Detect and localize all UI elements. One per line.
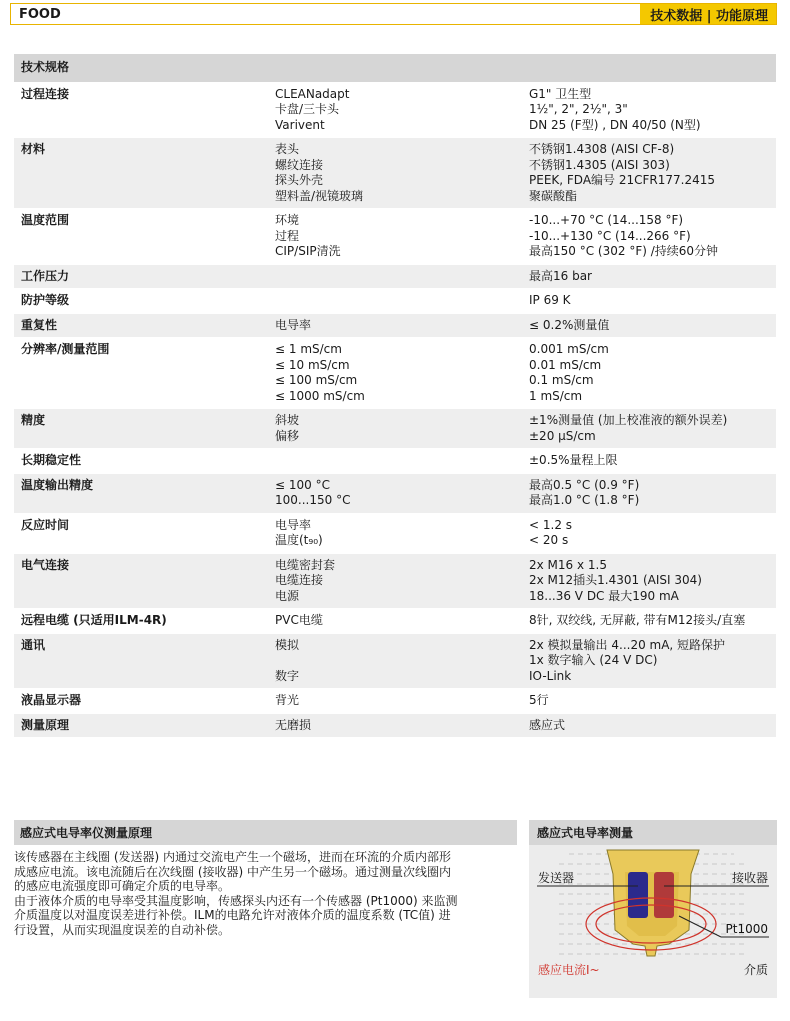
- spec-key: 液晶显示器: [14, 689, 268, 714]
- spec-parameter-line: 表头: [275, 142, 300, 156]
- spec-parameter: [268, 553, 522, 609]
- receiver-label: 接收器: [731, 871, 768, 885]
- spec-parameter-line: ≤ 10 mS/cm: [275, 357, 350, 372]
- spec-value-line: 18...36 V DC 最大190 mA: [529, 588, 679, 603]
- spec-value-line: ±1%测量值 (加上校准液的额外误差): [529, 413, 728, 427]
- spec-parameter-line: 电源: [275, 588, 300, 603]
- spec-row: [14, 209, 776, 265]
- spec-value-line: -10...+70 °C (14...158 °F): [529, 213, 684, 227]
- spec-parameter-line: PVC电缆: [275, 613, 323, 627]
- brand-label: FOOD: [19, 6, 61, 22]
- spec-row: [14, 313, 776, 338]
- spec-parameter-line: ≤ 100 mS/cm: [275, 373, 358, 387]
- spec-row: [14, 82, 776, 138]
- spec-row: [14, 513, 776, 553]
- spec-key: 长期稳定性: [14, 449, 268, 474]
- spec-parameter-line: 数字: [275, 668, 300, 683]
- sender-coil: [628, 872, 648, 918]
- spec-value-line: ≤ 0.2%测量值: [529, 317, 610, 332]
- spec-value: [522, 713, 776, 738]
- spec-value-line: 5行: [529, 693, 549, 707]
- spec-parameter: [268, 689, 522, 714]
- spec-value-line: IO-Link: [529, 668, 572, 683]
- spec-row: [14, 449, 776, 474]
- spec-parameter-line: CIP/SIP清洗: [275, 244, 341, 258]
- spec-key: 防护等级: [14, 289, 268, 314]
- spec-value-line: IP 69 K: [529, 293, 571, 307]
- spec-parameter-line: 100...150 °C: [275, 493, 351, 507]
- spec-value-line: 0.01 mS/cm: [529, 357, 602, 372]
- spec-key: 远程电缆 (只适用ILM-4R): [14, 609, 268, 634]
- page-header: [10, 3, 777, 25]
- spec-value-line: 0.001 mS/cm: [529, 342, 609, 356]
- spec-row: [14, 713, 776, 738]
- pt1000-label: Pt1000: [725, 922, 768, 936]
- spec-parameter-line: 模拟: [275, 637, 300, 652]
- spec-value-line: 2x M12插头1.4301 (AISI 304): [529, 573, 702, 587]
- principle-line: 行设置，从而实现温度误差的自动补偿。: [14, 922, 231, 937]
- spec-parameter: [268, 713, 522, 738]
- conductivity-probe-diagram: [529, 844, 777, 998]
- spec-key: 重复性: [14, 313, 268, 338]
- spec-parameter: [268, 609, 522, 634]
- spec-parameter-line: 电缆密封套: [275, 557, 336, 572]
- spec-parameter-line: 螺纹连接: [275, 157, 324, 172]
- spec-value: [522, 473, 776, 513]
- spec-value: [522, 264, 776, 289]
- spec-value: [522, 449, 776, 474]
- spec-table-title-row: [14, 54, 776, 82]
- spec-parameter: [268, 138, 522, 209]
- spec-value-line: DN 25 (F型) , DN 40/50 (N型): [529, 117, 701, 132]
- spec-parameter-line: 斜坡: [275, 413, 300, 427]
- spec-row: [14, 289, 776, 314]
- spec-parameter-line: 偏移: [275, 428, 300, 443]
- spec-row: [14, 553, 776, 609]
- spec-key: 温度输出精度: [14, 473, 268, 513]
- spec-value-line: 不锈钢1.4308 (AISI CF-8): [529, 142, 675, 156]
- spec-row: [14, 473, 776, 513]
- spec-value-line: PEEK, FDA编号 21CFR177.2415: [529, 173, 716, 187]
- spec-value-line: 1x 数字输入 (24 V DC): [529, 653, 658, 667]
- spec-value: [522, 689, 776, 714]
- spec-parameter-line: 无磨损: [275, 717, 312, 732]
- spec-value-line: -10...+130 °C (14...266 °F): [529, 228, 691, 243]
- principle-text: [14, 845, 517, 938]
- spec-value: [522, 313, 776, 338]
- spec-row: [14, 138, 776, 209]
- spec-value: [522, 289, 776, 314]
- spec-value-line: 最高0.5 °C (0.9 °F): [529, 477, 640, 492]
- spec-key: 精度: [14, 409, 268, 449]
- spec-parameter-line: Varivent: [275, 117, 325, 132]
- spec-value-line: < 1.2 s: [529, 517, 573, 532]
- spec-value: [522, 138, 776, 209]
- spec-value-line: 1½", 2", 2½", 3": [529, 102, 628, 116]
- spec-table-title: 技术规格: [14, 54, 776, 82]
- spec-parameter-line: [275, 653, 516, 669]
- spec-value: [522, 633, 776, 689]
- spec-value: [522, 209, 776, 265]
- spec-value-line: G1" 卫生型: [529, 86, 592, 101]
- spec-value: [522, 609, 776, 634]
- principle-line: 介质温度以对温度误差进行补偿。ILM的电路允许对液体介质的温度系数 (TC值) 进: [14, 908, 451, 923]
- spec-value-line: ±0.5%量程上限: [529, 453, 618, 467]
- spec-parameter: [268, 313, 522, 338]
- spec-row: [14, 633, 776, 689]
- induced-current-label: 感应电流I~: [538, 963, 600, 977]
- spec-parameter-line: 塑料盖/视镜玻璃: [275, 188, 364, 203]
- spec-row: [14, 338, 776, 409]
- principle-title: 感应式电导率仪测量原理: [14, 820, 517, 845]
- spec-value-line: 8针, 双绞线, 无屏蔽, 带有M12接头/直塞: [529, 613, 746, 627]
- receiver-coil: [654, 872, 674, 918]
- spec-parameter: [268, 633, 522, 689]
- spec-parameter: [268, 338, 522, 409]
- spec-parameter-line: CLEANadapt: [275, 86, 350, 101]
- spec-value-line: ±20 µS/cm: [529, 428, 596, 443]
- spec-value-line: 2x 模拟量输出 4...20 mA, 短路保护: [529, 637, 726, 652]
- spec-row: [14, 409, 776, 449]
- spec-parameter-line: 电导率: [275, 517, 312, 532]
- spec-parameter-line: 过程: [275, 228, 300, 243]
- principle-line: 成感应电流。该电流随后在次线圈 (接收器) 中产生另一个磁场。通过测量次线圈内: [14, 864, 451, 879]
- spec-parameter-line: ≤ 1 mS/cm: [275, 342, 342, 356]
- spec-key: 分辨率/测量范围: [14, 338, 268, 409]
- spec-key: 过程连接: [14, 82, 268, 138]
- spec-value: [522, 513, 776, 553]
- diagram-title: 感应式电导率测量: [529, 820, 777, 845]
- spec-table: [14, 54, 776, 738]
- spec-parameter-line: ≤ 100 °C: [275, 477, 330, 492]
- spec-key: 温度范围: [14, 209, 268, 265]
- spec-value-line: 不锈钢1.4305 (AISI 303): [529, 157, 670, 172]
- spec-value-line: 最高16 bar: [529, 268, 592, 283]
- spec-parameter: [268, 289, 522, 314]
- spec-value: [522, 409, 776, 449]
- principle-line: 由于液体介质的电导率受其温度影响，传感探头内还有一个传感器 (Pt1000) 来监测: [14, 893, 458, 908]
- spec-value: [522, 82, 776, 138]
- spec-value-line: 最高150 °C (302 °F) /持续60分钟: [529, 244, 719, 258]
- spec-value-line: 0.1 mS/cm: [529, 373, 594, 387]
- spec-parameter-line: 温度(t₉₀): [275, 533, 323, 547]
- diagram-panel: [529, 820, 777, 998]
- spec-parameter-line: ≤ 1000 mS/cm: [275, 388, 365, 403]
- spec-parameter-line: 卡盘/三卡头: [275, 102, 340, 116]
- spec-value: [522, 553, 776, 609]
- spec-key: 反应时间: [14, 513, 268, 553]
- medium-label: 介质: [743, 963, 768, 977]
- spec-parameter: [268, 209, 522, 265]
- spec-parameter: [268, 449, 522, 474]
- spec-parameter: [268, 409, 522, 449]
- principle-line: 该传感器在主线圈 (发送器) 内通过交流电产生一个磁场，进而在环流的介质内部形: [14, 850, 451, 864]
- spec-parameter-line: 环境: [275, 213, 300, 227]
- spec-value-line: < 20 s: [529, 533, 569, 547]
- spec-parameter: [268, 513, 522, 553]
- spec-value: [522, 338, 776, 409]
- principle-section: [14, 820, 517, 938]
- principle-line: 的感应电流强度即可确定介质的电导率。: [14, 879, 231, 894]
- spec-row: [14, 609, 776, 634]
- spec-row: [14, 689, 776, 714]
- spec-row: [14, 264, 776, 289]
- section-title: 技术数据 | 功能原理: [640, 4, 776, 24]
- spec-key: 工作压力: [14, 264, 268, 289]
- spec-value-line: 聚碳酸酯: [529, 188, 578, 203]
- spec-parameter: [268, 473, 522, 513]
- spec-parameter-line: 探头外壳: [275, 173, 324, 187]
- spec-parameter-line: 电导率: [275, 317, 312, 332]
- spec-parameter: [268, 82, 522, 138]
- spec-parameter-line: 电缆连接: [275, 573, 324, 587]
- spec-value-line: 最高1.0 °C (1.8 °F): [529, 493, 640, 507]
- spec-key: 测量原理: [14, 713, 268, 738]
- spec-value-line: 感应式: [529, 717, 566, 732]
- spec-key: 材料: [14, 138, 268, 209]
- sender-label: 发送器: [538, 871, 575, 885]
- spec-key: 电气连接: [14, 553, 268, 609]
- spec-value-line: 1 mS/cm: [529, 388, 583, 403]
- spec-value-line: 2x M16 x 1.5: [529, 557, 607, 572]
- spec-key: 通讯: [14, 633, 268, 689]
- spec-parameter: [268, 264, 522, 289]
- spec-parameter-line: 背光: [275, 693, 300, 707]
